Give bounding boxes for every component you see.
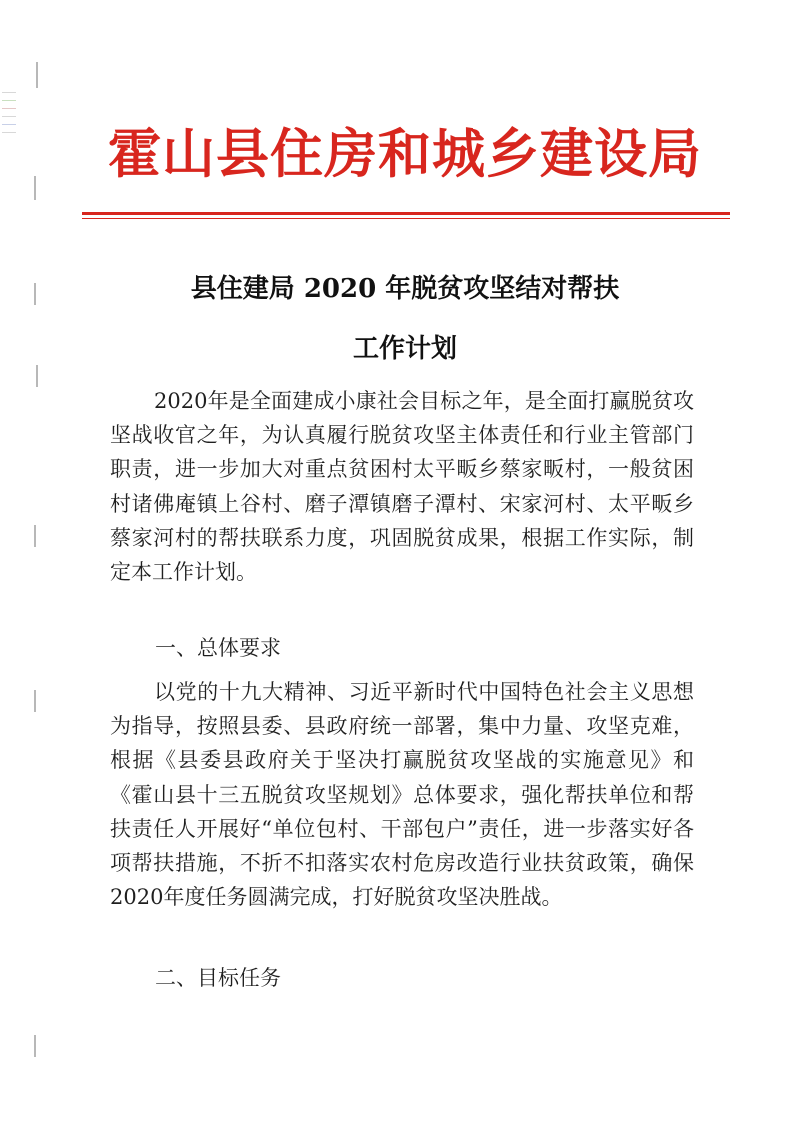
letterhead-organization-name: 霍山县住房和城乡建设局 bbox=[108, 123, 702, 185]
intro-paragraph: 2020年是全面建成小康社会目标之年，是全面打赢脱贫攻坚战收官之年，为认真履行脱贫攻坚主体责任和行业主管部门职责，进一步加大对重点贫困村太平畈乡蔡家畈村，一般贫困村诸佛庵镇上谷村、磨子潭镇磨子潭村、宋家河村、太平畈乡蔡家河村的帮扶联系力度，巩固脱贫成果，根据工作实际，制定本工作计划。 bbox=[110, 389, 694, 585]
scan-edge-marks bbox=[0, 0, 60, 1121]
section-1-paragraph: 以党的十九大精神、习近平新时代中国特色社会主义思想为指导，按照县委、县政府统一部署，集中力量、攻坚克难，根据《县委县政府关于坚决打赢脱贫攻坚战的实施意见》和《霍山县十三五脱贫攻坚规划》总体要求，强化帮扶单位和帮扶责任人开展好“单位包村、干部包户”责任，进一步落实好各项帮扶措施，不折不扣落实农村危房改造行业扶贫政策，确保2020年度任务圆满完成，打好脱贫攻坚决胜战。 bbox=[110, 680, 694, 910]
section-heading-2: 二、目标任务 bbox=[155, 966, 281, 990]
document-title-line-2: 工作计划 bbox=[352, 334, 457, 364]
document-title-line-1: 县住建局 2020 年脱贫攻坚结对帮扶 bbox=[190, 274, 620, 304]
section-heading-1: 一、总体要求 bbox=[155, 636, 281, 660]
letterhead-red-rule-thin bbox=[82, 218, 730, 219]
letterhead-red-rule bbox=[82, 212, 730, 215]
